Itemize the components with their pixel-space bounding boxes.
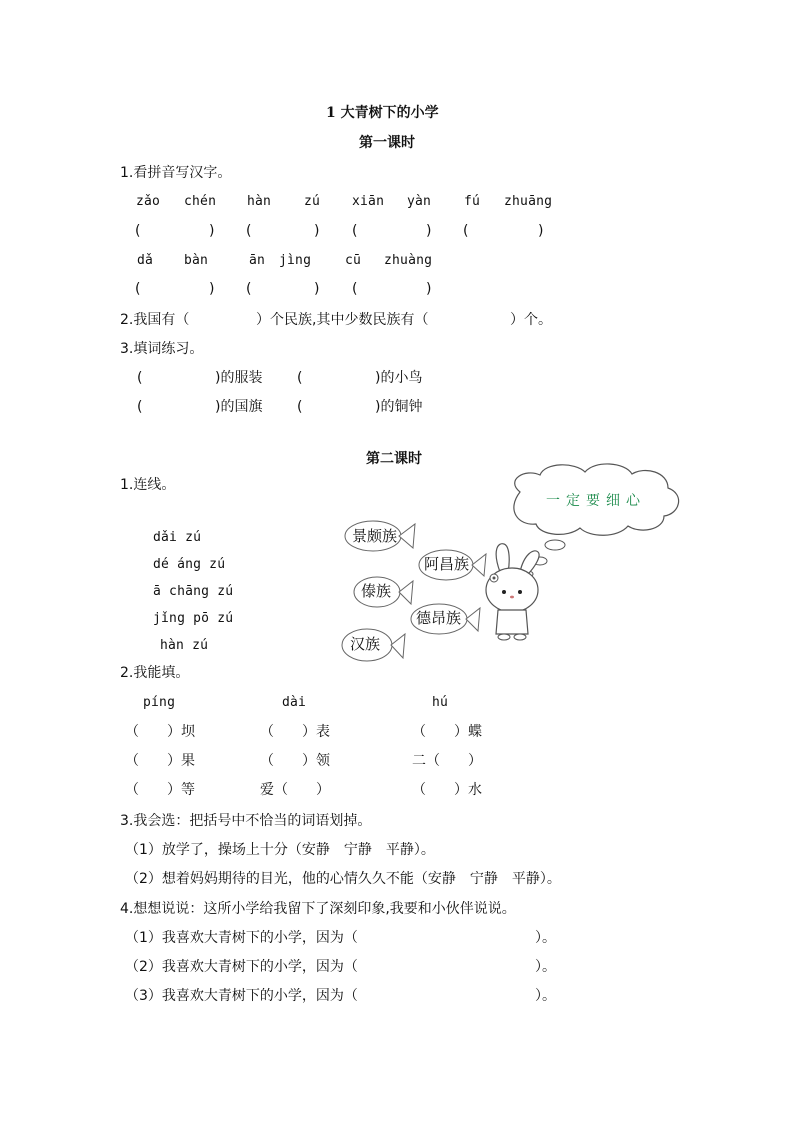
word-paren-open: ( bbox=[297, 370, 303, 386]
answer-paren-open: ( bbox=[246, 281, 252, 297]
pinyin-zao: zǎo bbox=[136, 194, 161, 209]
l1-q2-suffix: ）个。 bbox=[510, 312, 552, 328]
choice-item-1: （1）放学了，操场上十分（安静 宁静 平静）。 bbox=[125, 842, 435, 858]
fill-item: （ ）蝶 bbox=[412, 724, 482, 740]
word-item-bell: )的铜钟 bbox=[375, 399, 423, 415]
pinyin-zhuang2: zhuàng bbox=[384, 253, 433, 268]
lesson1-heading: 第一课时 bbox=[359, 135, 415, 151]
page-title: 1 大青树下的小学 bbox=[326, 105, 439, 121]
pinyin-fu: fú bbox=[464, 194, 481, 209]
say-item-3-suffix: ）。 bbox=[535, 988, 556, 1004]
fish-label-dai: 傣族 bbox=[361, 582, 392, 600]
fish-label-han: 汉族 bbox=[350, 635, 381, 653]
pinyin-zhuang: zhuāng bbox=[504, 194, 553, 209]
answer-paren-open: ( bbox=[246, 223, 252, 239]
answer-paren-close: ) bbox=[538, 223, 544, 239]
pinyin-xian: xiān bbox=[352, 194, 385, 209]
pinyin-cu: cū bbox=[345, 253, 362, 268]
word-paren-open: ( bbox=[137, 370, 143, 386]
word-item-clothes: )的服装 bbox=[215, 370, 263, 386]
answer-paren-open: ( bbox=[135, 223, 141, 239]
thought-bubble bbox=[514, 464, 679, 577]
answer-paren-close: ) bbox=[426, 223, 432, 239]
pinyin-yan: yàn bbox=[407, 194, 432, 209]
fill-item: （ ）果 bbox=[125, 753, 195, 769]
fish-label-achang: 阿昌族 bbox=[424, 555, 470, 573]
cartoon-character bbox=[486, 544, 539, 640]
l1-q2-prefix: 2.我国有（ bbox=[120, 312, 190, 328]
lesson2-heading: 第二课时 bbox=[366, 451, 422, 467]
l1-q1-label: 1.看拼音写汉字。 bbox=[120, 165, 232, 181]
fill-item: （ ）表 bbox=[260, 724, 330, 740]
answer-paren-close: ) bbox=[314, 223, 320, 239]
answer-paren-close: ) bbox=[209, 223, 215, 239]
fill-item: 二（ ） bbox=[412, 753, 482, 769]
pinyin-an: ān bbox=[249, 253, 266, 268]
pinyin-zu: zú bbox=[304, 194, 321, 209]
match-pinyin-han: hàn zú bbox=[160, 638, 209, 653]
pinyin-jing: jìng bbox=[279, 253, 312, 268]
say-item-2-prefix: （2）我喜欢大青树下的小学，因为（ bbox=[125, 959, 358, 975]
l1-q2-mid: ）个民族,其中少数民族有（ bbox=[256, 312, 429, 328]
fill-pinyin-ping: píng bbox=[143, 695, 176, 710]
answer-paren-open: ( bbox=[352, 281, 358, 297]
pinyin-chen: chén bbox=[184, 194, 217, 209]
l2-q4-label: 4.想想说说：这所小学给我留下了深刻印象,我要和小伙伴说说。 bbox=[120, 901, 516, 917]
l2-q1-label: 1.连线。 bbox=[120, 477, 176, 493]
word-item-bird: )的小鸟 bbox=[375, 370, 423, 386]
fill-pinyin-hu: hú bbox=[432, 695, 449, 710]
word-item-flag: )的国旗 bbox=[215, 399, 263, 415]
say-item-2-suffix: ）。 bbox=[535, 959, 556, 975]
fish-label-deang: 德昂族 bbox=[416, 609, 462, 627]
answer-paren-open: ( bbox=[135, 281, 141, 297]
pinyin-ban: bàn bbox=[184, 253, 209, 268]
say-item-3-prefix: （3）我喜欢大青树下的小学，因为（ bbox=[125, 988, 358, 1004]
l2-q2-label: 2.我能填。 bbox=[120, 665, 190, 681]
fill-item: （ ）等 bbox=[125, 782, 195, 798]
word-paren-open: ( bbox=[297, 399, 303, 415]
fill-item: （ ）领 bbox=[260, 753, 330, 769]
l1-q3-label: 3.填词练习。 bbox=[120, 341, 204, 357]
pinyin-da: dǎ bbox=[137, 253, 154, 268]
match-pinyin-dai: dǎi zú bbox=[153, 530, 202, 545]
fill-item: （ ）坝 bbox=[125, 724, 195, 740]
say-item-1-suffix: ）。 bbox=[535, 930, 556, 946]
answer-paren-close: ) bbox=[209, 281, 215, 297]
fill-pinyin-dai: dài bbox=[282, 695, 307, 710]
say-item-1-prefix: （1）我喜欢大青树下的小学，因为（ bbox=[125, 930, 358, 946]
choice-item-2: （2）想着妈妈期待的目光，他的心情久久不能（安静 宁静 平静）。 bbox=[125, 871, 561, 887]
fish-label-jingpo: 景颇族 bbox=[352, 527, 398, 545]
bubble-text: 一定要细心 bbox=[546, 493, 646, 509]
l2-q3-label: 3.我会选：把括号中不恰当的词语划掉。 bbox=[120, 813, 372, 829]
answer-paren-close: ) bbox=[314, 281, 320, 297]
match-pinyin-jingpo: jǐng pō zú bbox=[153, 611, 234, 626]
match-pinyin-achang: ā chāng zú bbox=[153, 584, 234, 599]
answer-paren-open: ( bbox=[352, 223, 358, 239]
answer-paren-open: ( bbox=[463, 223, 469, 239]
answer-paren-close: ) bbox=[426, 281, 432, 297]
fill-item: （ ）水 bbox=[412, 782, 482, 798]
fill-item: 爱（ ） bbox=[260, 782, 330, 798]
match-pinyin-deang: dé áng zú bbox=[153, 557, 226, 572]
word-paren-open: ( bbox=[137, 399, 143, 415]
pinyin-han: hàn bbox=[247, 194, 272, 209]
